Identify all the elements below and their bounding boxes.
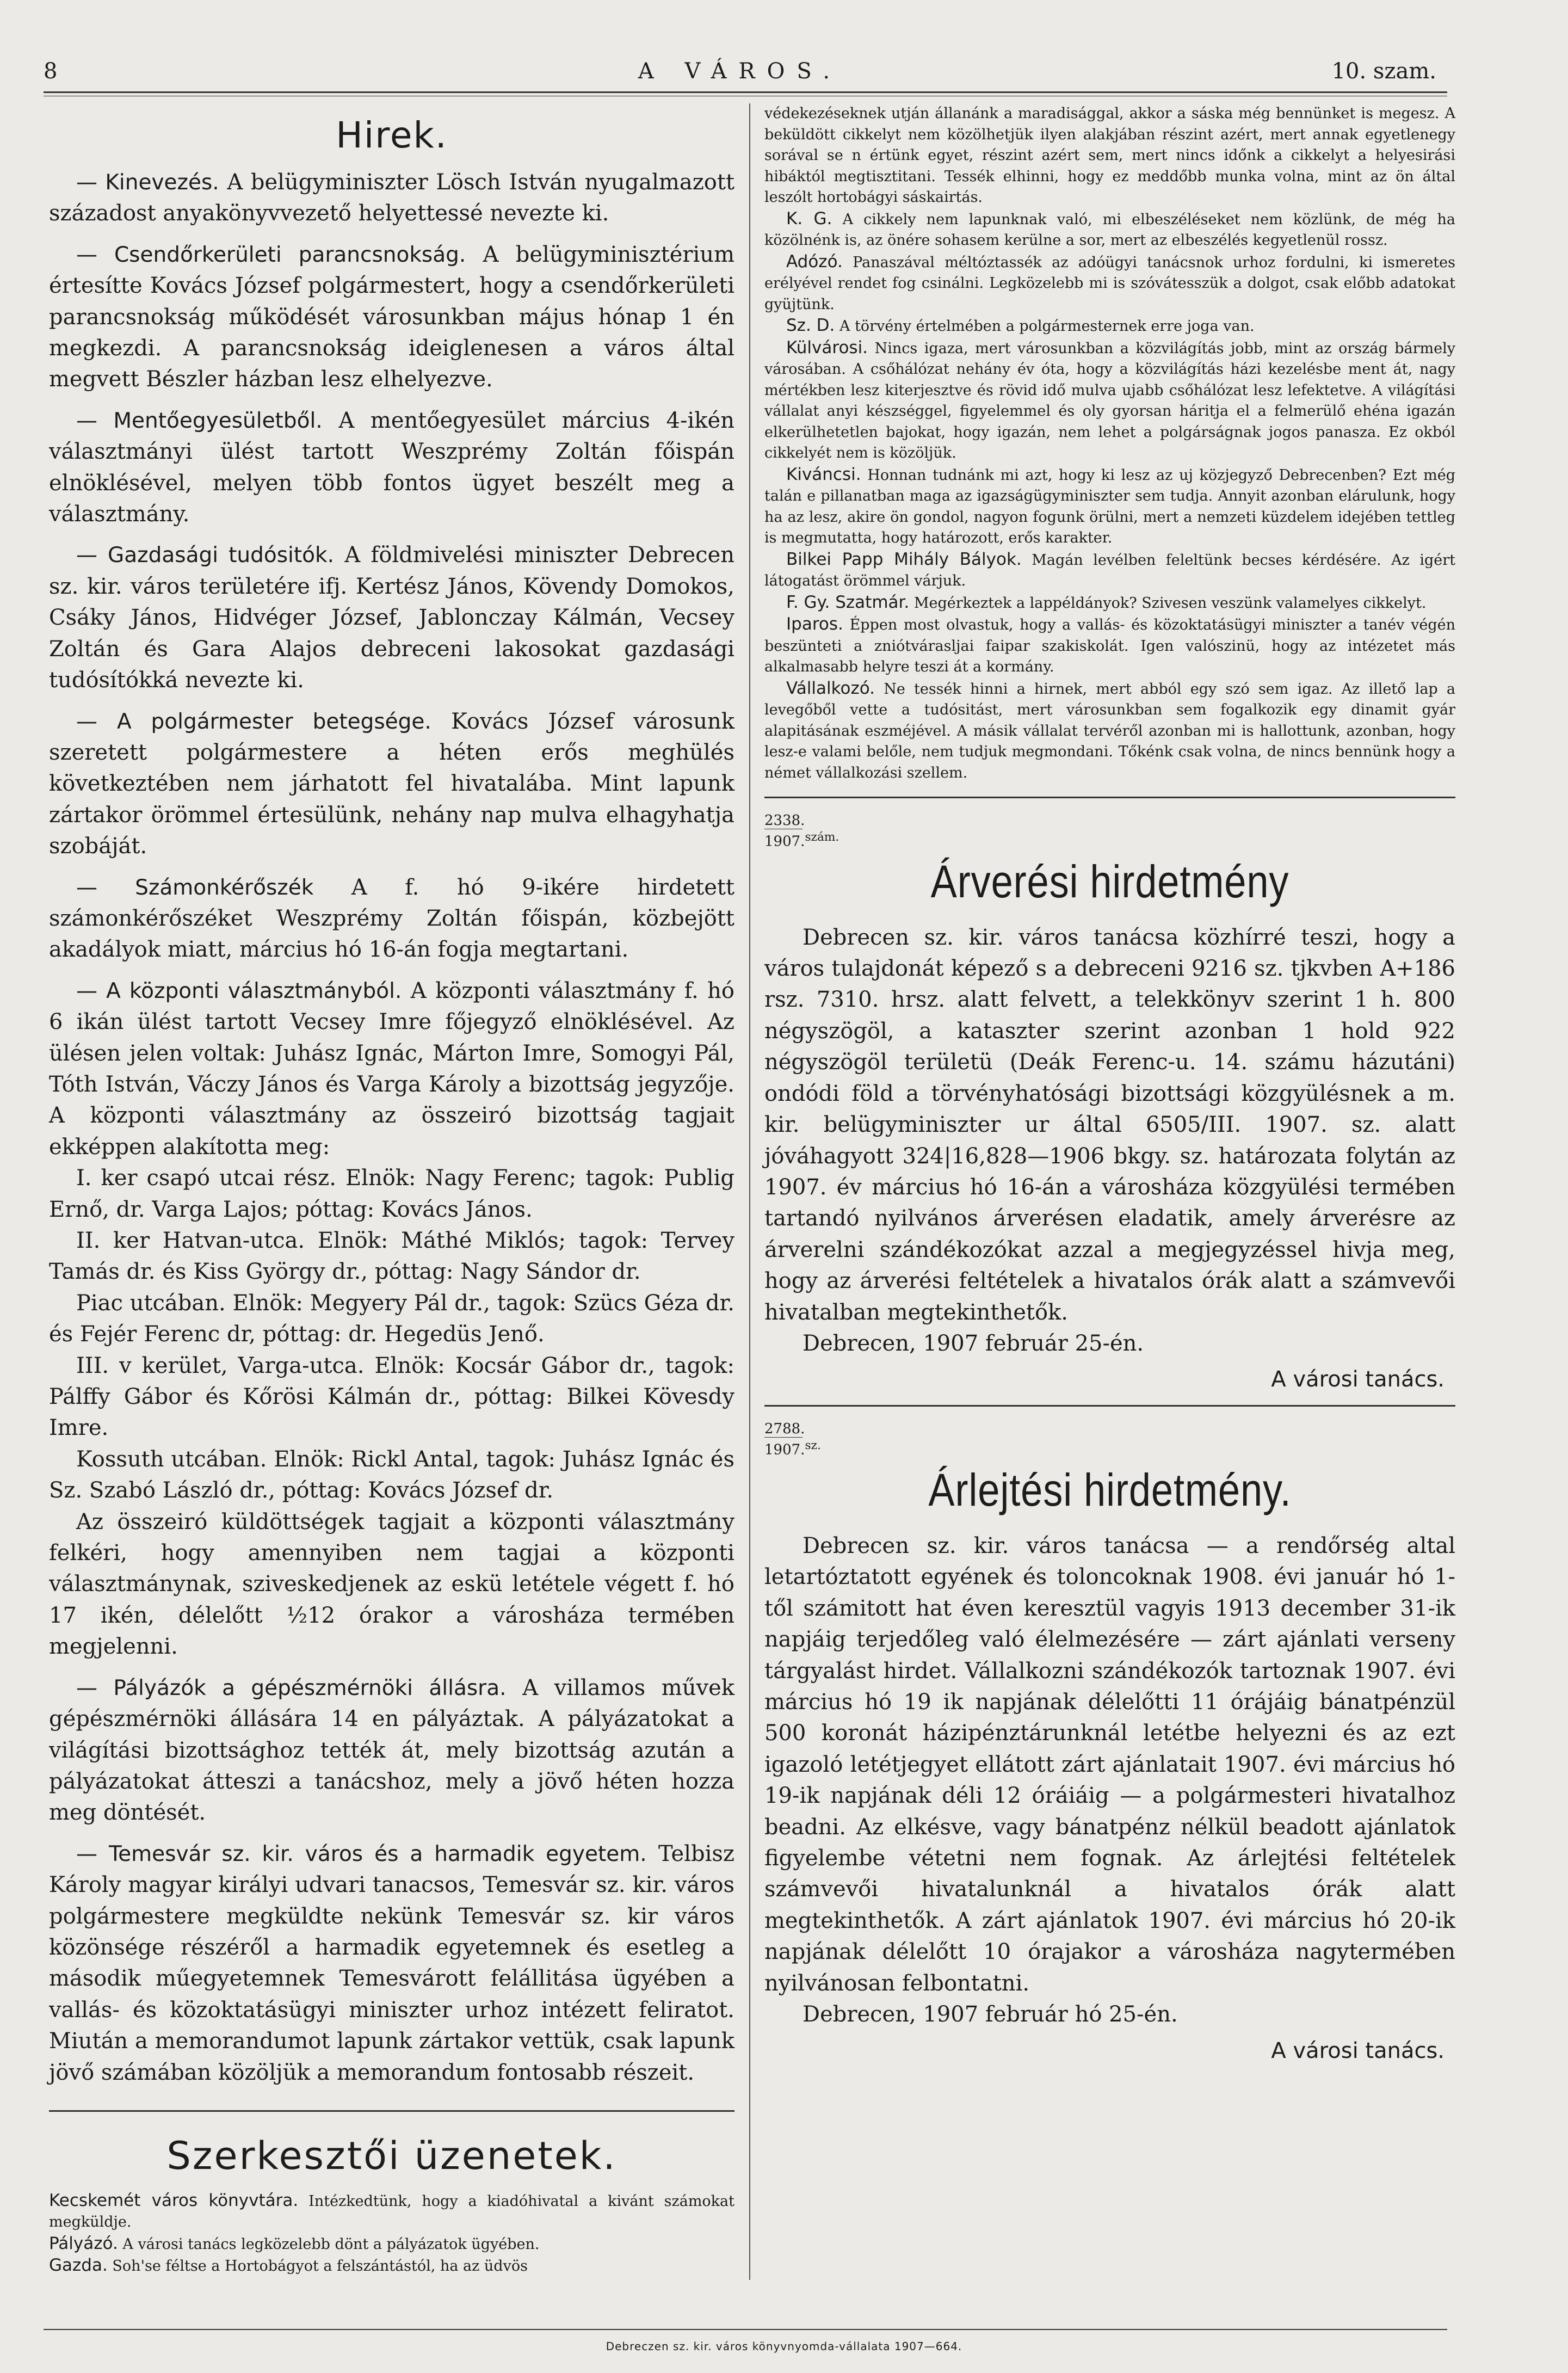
editor-section-title: Szerkesztői üzenetek. xyxy=(166,2133,617,2178)
footer-rule xyxy=(44,2329,1447,2330)
tender-notice-signature: A városi tanács. xyxy=(1271,2038,1444,2063)
running-header xyxy=(44,59,1436,91)
section-rule xyxy=(764,797,1455,798)
tender-notice-body: Debrecen sz. kir. város tanácsa — a rendőrség altal letartóztatott egyének és toloncoknak 1908. évi január hó 1-től számitott hat éven keresztül vagyis 1913 december 31-ik napjáig terjedőleg való élelmezésére — zárt ajánlati verseny tárgyalást hirdet. Vállalkozni szándékozók tartoznak 1907. évi március hó 19 ik napjának délelőtti 11 órájáig bánatpénzül 500 koronát házipénztárunknál letétbe helyezni és az ezt igazoló letétjegyet ellátott zárt ajánlatait 1907. évi március hó 19-ik napjának déli 12 óráiáig — a polgármesteri hivatalhoz beadni. Az elkésve, vagy bánatpénz nélkül beadott ajánlatok figyelembe vétetni nem fognak. Az árlejtési feltételek számvevői hivatalunknál a hivatalos órák alatt megtekinthetők. A zárt ajánlatok 1907. évi március hó 20-ik napjának délelőtt 10 órajakor a városháza nagytermében nyilvánosan felbontatni. xyxy=(764,1533,1455,1996)
news-item: — Temesvár sz. kir. város és a harmadik egyetem. Telbisz Károly magyar királyi udvari tanacsos, Temesvár sz. kir. város polgármestere megküldte nekünk Temesvár sz. kir város közönsége részéről a harmadik egyetemnek és esetleg a második műegyetemnek Temesvárott felállitása ügyében a vallás- és közoktatásügyi miniszter urhoz intézett feliratot. Miután a memorandumot lapunk zártakor vettük, csak lapunk jövő számában közöljük a memorandum fontosabb részeit. xyxy=(49,1841,735,2085)
news-item: — Csendőrkerületi parancsnokság. A belügyminisztérium értesítte Kovács József polgármestert, hogy a csendőrkerületi parancsnokság működését városunkban május hónap 1 én megkezdi. A parancsnokság ideiglenesen a város által megvett Bészler házban lesz elhelyezve. xyxy=(49,242,734,392)
right-column xyxy=(764,103,1455,2063)
committee-entry: II. ker Hatvan-utca. Elnök: Máthé Miklós; tagok: Tervey Tamás dr. és Kiss György dr., póttag: Nagy Sándor dr. xyxy=(49,1228,734,1285)
printer-imprint: Debreczen sz. kir. város könyvnyomda-vállalata 1907—664. xyxy=(606,2340,962,2353)
news-item: — A polgármester betegsége. Kovács József városunk szeretett polgármestere a héten erős meghülés következtében nem járhatott fel hivatalába. Mint lapunk zártakor örömmel értesülünk, nehány nap mulva elhagyhatja szobáját. xyxy=(49,708,735,859)
news-items xyxy=(49,167,734,2088)
editor-message: Külvárosi. Nincs igaza, mert városunkban a közvilágítás jobb, mint az ország bármely városában. A csőhálózat nehány év óta, hogy a közvilágítás házi kezelésbe ment át, nagy mértékben lesz kiterjesztve és rövid idő mulva ujabb csőhálózat lesz lefektetve. A világítási vállalat anyi készséggel, figyelemmel és oly gyorsan háritja el a felmerülő ehéna igazán elkerülhetetlen bajokat, hogy igazán, nem lehet a polgárságnak jogos panasza. Ez okból cikkelyét nem is közöljük. xyxy=(764,337,1455,461)
auction-notice-signature: A városi tanács. xyxy=(1271,1367,1444,1392)
committee-entry: Piac utcában. Elnök: Megyery Pál dr., tagok: Szücs Géza dr. és Fejér Ferenc dr, póttag: dr. Hegedüs Jenő. xyxy=(49,1290,734,1347)
editor-message: F. Gy. Szatmár. Megérkeztek a lappéldányok? Szivesen veszünk valamelyes cikkelyt. xyxy=(786,592,1427,612)
editor-message-continued: védekezéseknek utján állanánk a maradisággal, akkor a sáska még bennünket is megesz. A beküldött cikkelyt nem közölhetjük ilyen alakjában részint azért, mert annak egyetlenegy sorával se n értünk egyet, részint azért sem, mert nincs időnk a cikkelyt a helyesirási hibáktól megtisztitani. Tessék elhinni, hogy ez meddőbb munka volna, mint az ön által leszólt hortobágyi sáskairtás. xyxy=(764,105,1455,206)
committee-entry: III. v kerület, Varga-utca. Elnök: Kocsár Gábor dr., tagok: Pálffy Gábor és Kőrösi Kálmán dr., póttag: Bilkei Kövesdy Imre. xyxy=(49,1353,734,1441)
editor-message: Kiváncsi. Honnan tudnánk mi azt, hogy ki lesz az uj közjegyző Debrecenben? Ezt még talán e pillanatban maga az igazságügyminiszter sem tudja. Annyit azonban elárulunk, hogy ha az lesz, akire ön gondol, nagyon fogunk örülni, mert a nemzeti küzdelem idejében tettleg is megmutatta, hogy határozott, erős karakter. xyxy=(764,464,1455,546)
auction-notice-date: Debrecen, 1907 február 25-én. xyxy=(802,1330,1144,1356)
editor-message: Vállalkozó. Ne tessék hinni a hirnek, mert abból egy szó sem igaz. Az illető lap a levegőből vette a tudósitást, mert városunkban sem fogalkozik egy dinamit gyár alapitásának eszméjével. A másik vállalat tervéről azonban mi is hallottunk, azonban, hogy lesz-e valami belőle, nem tudjuk megmondani. Tőkénk csak volna, de nincs bennünk hogy a német vállalkozási szellem. xyxy=(764,678,1455,781)
news-item: — Számonkérőszék A f. hó 9-ikére hirdetett számonkérőszéket Weszprémy Zoltán főispán, közbejött akadályok miatt, március hó 16-án fogja megtartani. xyxy=(49,874,735,963)
news-item: — A központi választmányból. A központi választmány f. hó 6 ikán ülést tartott Vecsey Imre főjegyző elnöklésével. Az ülésen jelen voltak: Juhász Ignác, Márton Imre, Somogyi Pál, Tóth István, Váczy János és Varga Károly a bizottság jegyzője. A központi választmány az összeiró bizottság tagjait ekképpen alakította meg: xyxy=(49,978,734,1160)
tender-ref-number: 2788. 1907.$^{sz.}$ xyxy=(764,1421,821,1458)
section-rule xyxy=(49,2110,734,2112)
tender-notice-title: Árlejtési hirdetmény. xyxy=(928,1464,1292,1515)
auction-notice-body: Debrecen sz. kir. város tanácsa közhírré teszi, hogy a város tulajdonát képező s a debreceni 9216 sz. tjkvben A+186 rsz. 7310. hrsz. alatt felvett, a telekkönyv szerint 1 h. 800 négyszögöl, a kataszter szerint azonban 1 hold 922 négyszögöl területü (Deák Ferenc-u. 14. számu házutáni) ondódi föld a törvényhatósági bizottsági közgyülésnek a m. kir. belügyminiszter ur által 6505/III. 1907. sz. alatt jóváhagyott 324|16,828—1906 bkgy. sz. határozata folytán az 1907. év március hó 16-án a városháza közgyülési termében tartandó nyilvános árverésen eladatik, amely árverésre az árverelni szándékozókat azzal a megjegyzéssel hivja meg, hogy az árverési feltételek a hivatalos órák alatt a számvevői hivatalban megtekinthetők. xyxy=(764,924,1455,1325)
section-rule xyxy=(764,1405,1455,1407)
news-section-title: Hirek. xyxy=(336,114,448,156)
page-number: 8 xyxy=(44,59,58,84)
issue-number: 10. szam. xyxy=(1331,59,1436,84)
column-divider xyxy=(749,103,750,2280)
editor-message: Gazda. Soh'se féltse a Hortobágyot a felszántástól, ha az üdvös xyxy=(49,2255,528,2276)
news-item: — Gazdasági tudósitók. A földmivelési miniszter Debrecen sz. kir. város területére ifj. Kertész János, Kövendy Domokos, Csáky János, Hidvéger József, Jablonczay Kálmán, Vecsey Zoltán és Gara Alajos debreceni lakosokat gazdasági tudósítókká nevezte ki. xyxy=(49,543,735,693)
auction-notice-title: Árverési hirdetmény xyxy=(930,855,1289,907)
auction-ref-number: 2338. 1907.$^{szám.}$ xyxy=(764,812,839,850)
news-item: — Kinevezés. A belügyminiszter Lösch István nyugalmazott századost anyakönyvvezető helyettessé nevezte ki. xyxy=(49,170,735,226)
editor-message: K. G. A cikkely nem lapunknak való, mi elbeszéléseket nem közlünk, de még ha közölnénk is, az önére sohasem kerülne a sor, mert az elbeszélés kegyetlenül rossz. xyxy=(764,208,1455,249)
committee-entry: Az összeiró küldöttségek tagjait a központi választmány felkéri, hogy amennyiben nem tagjai a központi választmánynak, sziveskedjenek az eskü letétele végett f. hó 17 ikén, délelőtt ½12 órakor a városháza termében megjelenni. xyxy=(49,1509,734,1660)
editor-message: Kecskemét város könyvtára. Intézkedtünk, hogy a kiadóhivatal a kivánt számokat megküldje. xyxy=(49,2190,734,2231)
header-rule xyxy=(44,91,1447,93)
left-column xyxy=(49,103,734,2277)
committee-entry: Kossuth utcában. Elnök: Rickl Antal, tagok: Juhász Ignác és Sz. Szabó László dr., póttag: Kovács József dr. xyxy=(49,1446,734,1503)
editor-message: Sz. D. A törvény értelmében a polgármesternek erre joga van. xyxy=(786,316,1255,335)
editor-message: Iparos. Éppen most olvastuk, hogy a vallás- és közoktatásügyi miniszter a tanév végén beszünteti a zniótvárasljai faipar szakiskolát. Igen valószinü, hogy az intézetet más alkalmasabb helyre teszi át a kormány. xyxy=(764,614,1455,675)
news-item: — Mentőegyesületből. A mentőegyesület március 4-ikén választmányi ülést tartott Weszprémy Zoltán főispán elnöklésével, melyen több fontos ügyet beszélt meg a választmány. xyxy=(49,408,734,527)
editor-message: Adózó. Panaszával méltóztassék az adóügyi tanácsnok urhoz fordulni, ki ismeretes erélyével rendet fog csinálni. Legközelebb mi is szóvátesszük a dolgot, csak előbb adatokat gyüjtünk. xyxy=(764,251,1455,313)
tender-notice-date: Debrecen, 1907 február hó 25-én. xyxy=(802,2002,1178,2027)
editor-message: Pályázó. A városi tanács legközelebb dönt a pályázatok ügyében. xyxy=(49,2233,540,2253)
committee-entry: I. ker csapó utcai rész. Elnök: Nagy Ferenc; tagok: Publig Ernő, dr. Varga Lajos; póttag: Kovács János. xyxy=(49,1166,734,1222)
publication-title: A VÁROS. xyxy=(638,59,842,84)
editor-message: Bilkei Papp Mihály Bályok. Magán levélben feleltünk becses kérdésére. Az igért látogatást örömmel várjuk. xyxy=(764,549,1455,589)
news-item: — Pályázók a gépészmérnöki állásra. A villamos művek gépészmérnöki állására 14 en pályáztak. A pályázatokat a világítási bizottsághoz tették át, mely bizottság azután a pályázatokat átteszi a tanácshoz, mely a jövő héten hozza meg döntését. xyxy=(49,1675,734,1826)
